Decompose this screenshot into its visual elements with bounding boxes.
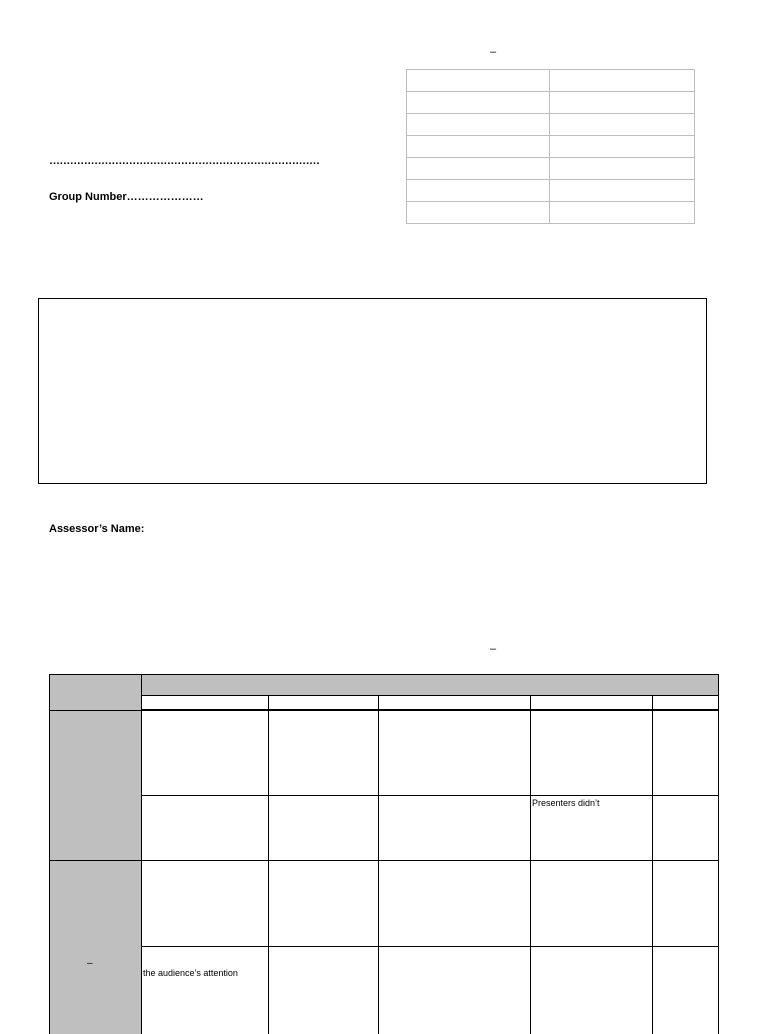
table-cell[interactable] xyxy=(550,114,695,136)
rule xyxy=(718,674,719,1034)
rubric-row-dash: – xyxy=(87,958,93,969)
table-cell[interactable] xyxy=(407,136,550,158)
table-cell[interactable] xyxy=(407,92,550,114)
table-cell[interactable] xyxy=(550,202,695,224)
info-table xyxy=(406,69,695,224)
table-row xyxy=(407,180,695,202)
table-cell[interactable] xyxy=(407,180,550,202)
table-row xyxy=(407,92,695,114)
group-number-label[interactable]: Group Number………………… xyxy=(49,191,204,203)
table-cell[interactable] xyxy=(407,70,550,92)
table-cell[interactable] xyxy=(550,158,695,180)
rule xyxy=(141,674,142,1034)
rule xyxy=(49,674,50,1034)
rubric-dash: – xyxy=(490,643,497,655)
assessor-name-label: Assessor’s Name: xyxy=(49,523,145,535)
table-row xyxy=(407,202,695,224)
rubric-table xyxy=(49,674,719,1034)
rule xyxy=(49,860,719,861)
table-cell[interactable] xyxy=(550,92,695,114)
name-field-dots[interactable]: …………………………………………………………………… xyxy=(49,155,320,167)
rule xyxy=(49,674,719,675)
table-cell[interactable] xyxy=(407,202,550,224)
rubric-cell-text: the audience’s attention xyxy=(143,968,238,978)
rule xyxy=(530,695,531,1034)
rule xyxy=(378,695,379,1034)
rule xyxy=(49,710,719,711)
table-cell[interactable] xyxy=(550,180,695,202)
table-row xyxy=(407,70,695,92)
rubric-cell-text: Presenters didn’t xyxy=(532,798,600,808)
table-row xyxy=(407,136,695,158)
table-row xyxy=(407,114,695,136)
header-dash: – xyxy=(490,46,497,58)
rubric-header-band xyxy=(49,674,719,696)
rubric-criteria-column xyxy=(49,674,141,1034)
table-cell[interactable] xyxy=(550,136,695,158)
table-row xyxy=(407,158,695,180)
table-cell[interactable] xyxy=(407,114,550,136)
rule xyxy=(268,695,269,1034)
rule xyxy=(141,695,719,696)
comment-box[interactable] xyxy=(38,298,707,484)
rule xyxy=(141,795,719,796)
table-cell[interactable] xyxy=(550,70,695,92)
rule xyxy=(652,695,653,1034)
rule xyxy=(141,946,719,947)
table-cell[interactable] xyxy=(407,158,550,180)
